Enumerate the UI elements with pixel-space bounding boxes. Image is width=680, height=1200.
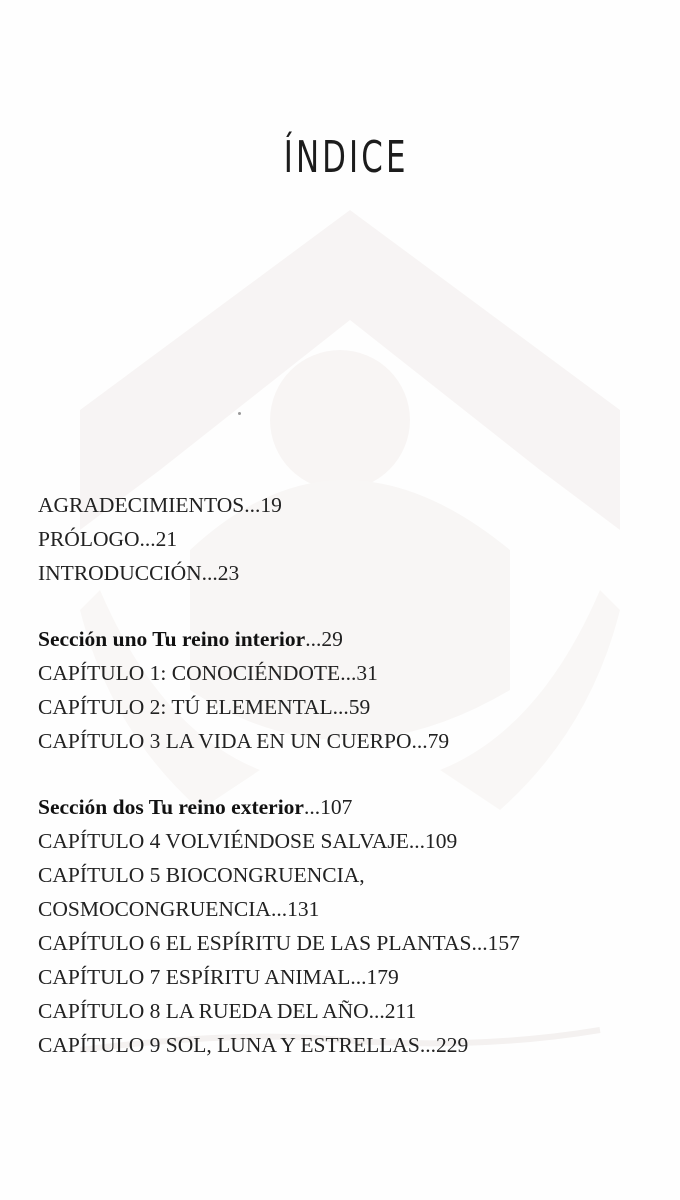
entry-separator: ...: [303, 795, 321, 819]
entry-page: 107: [320, 795, 353, 819]
entry-page: 131: [287, 897, 320, 921]
entry-label: CAPÍTULO 7 ESPÍRITU ANIMAL: [38, 965, 351, 989]
entry-page: 21: [155, 527, 178, 551]
entry-label: INTRODUCCIÓN: [38, 561, 202, 585]
toc-entry-acknowledgements: [38, 488, 658, 522]
entry-separator: ...: [340, 661, 357, 685]
table-of-contents: [38, 488, 658, 1062]
entry-separator: ...: [350, 965, 367, 989]
entry-page: 229: [435, 1033, 469, 1057]
section-heading: Sección dos Tu reino exterior: [38, 795, 304, 819]
toc-entry-prologue: [38, 522, 658, 556]
entry-page: 157: [487, 931, 520, 955]
entry-separator: ...: [408, 829, 426, 853]
entry-separator: ...: [471, 931, 488, 955]
entry-page: 23: [217, 561, 240, 585]
toc-entry-introduction: [38, 556, 658, 590]
toc-entry-chapter-9: [38, 1028, 658, 1062]
entry-label: CAPÍTULO 6 EL ESPÍRITU DE LAS PLANTAS: [38, 931, 472, 955]
entry-page: 59: [348, 695, 371, 719]
entry-label: CAPÍTULO 9 SOL, LUNA Y ESTRELLAS: [38, 1033, 420, 1057]
toc-entry-chapter-3: [38, 724, 658, 758]
entry-page: 31: [356, 661, 378, 685]
toc-entry-chapter-2: [38, 690, 658, 724]
toc-section-two-heading: [38, 790, 658, 824]
section-gap: [38, 590, 658, 622]
entry-label: AGRADECIMIENTOS: [38, 493, 245, 517]
entry-label: COSMOCONGRUENCIA: [38, 897, 271, 921]
entry-page: 179: [366, 965, 399, 989]
toc-entry-chapter-8: [38, 994, 658, 1028]
page-title: ÍNDICE: [283, 132, 409, 183]
section-gap: [38, 758, 658, 790]
entry-label: PRÓLOGO: [38, 527, 140, 551]
entry-label: CAPÍTULO 5 BIOCONGRUENCIA,: [38, 863, 365, 887]
entry-page: 29: [321, 627, 343, 651]
entry-separator: ...: [139, 527, 156, 551]
entry-page: 19: [260, 493, 282, 517]
entry-label: CAPÍTULO 4 VOLVIÉNDOSE SALVAJE: [38, 829, 409, 853]
entry-separator: ...: [411, 729, 428, 753]
entry-label: CAPÍTULO 2: TÚ ELEMENTAL: [38, 695, 333, 719]
entry-separator: ...: [332, 695, 349, 719]
entry-separator: ...: [270, 897, 288, 921]
entry-page: 79: [427, 729, 450, 753]
entry-separator: ...: [201, 561, 218, 585]
toc-entry-chapter-5-line-2: [38, 892, 658, 926]
entry-label: CAPÍTULO 8 LA RUEDA DEL AÑO: [38, 999, 369, 1023]
toc-entry-chapter-5-line-1: [38, 858, 658, 892]
entry-separator: ...: [305, 627, 322, 651]
toc-entry-chapter-6: [38, 926, 658, 960]
toc-section-one-heading: [38, 622, 658, 656]
toc-entry-chapter-4: [38, 824, 658, 858]
entry-separator: ...: [419, 1033, 436, 1057]
entry-separator: ...: [244, 493, 261, 517]
entry-page: 211: [384, 999, 417, 1023]
toc-entry-chapter-1: [38, 656, 658, 690]
entry-page: 109: [425, 829, 458, 853]
entry-label: CAPÍTULO 3 LA VIDA EN UN CUERPO: [38, 729, 412, 753]
toc-entry-chapter-7: [38, 960, 658, 994]
entry-separator: ...: [368, 999, 385, 1023]
entry-label: CAPÍTULO 1: CONOCIÉNDOTE: [38, 661, 341, 685]
section-heading: Sección uno Tu reino interior: [38, 627, 306, 651]
paper-speck: [238, 412, 241, 415]
